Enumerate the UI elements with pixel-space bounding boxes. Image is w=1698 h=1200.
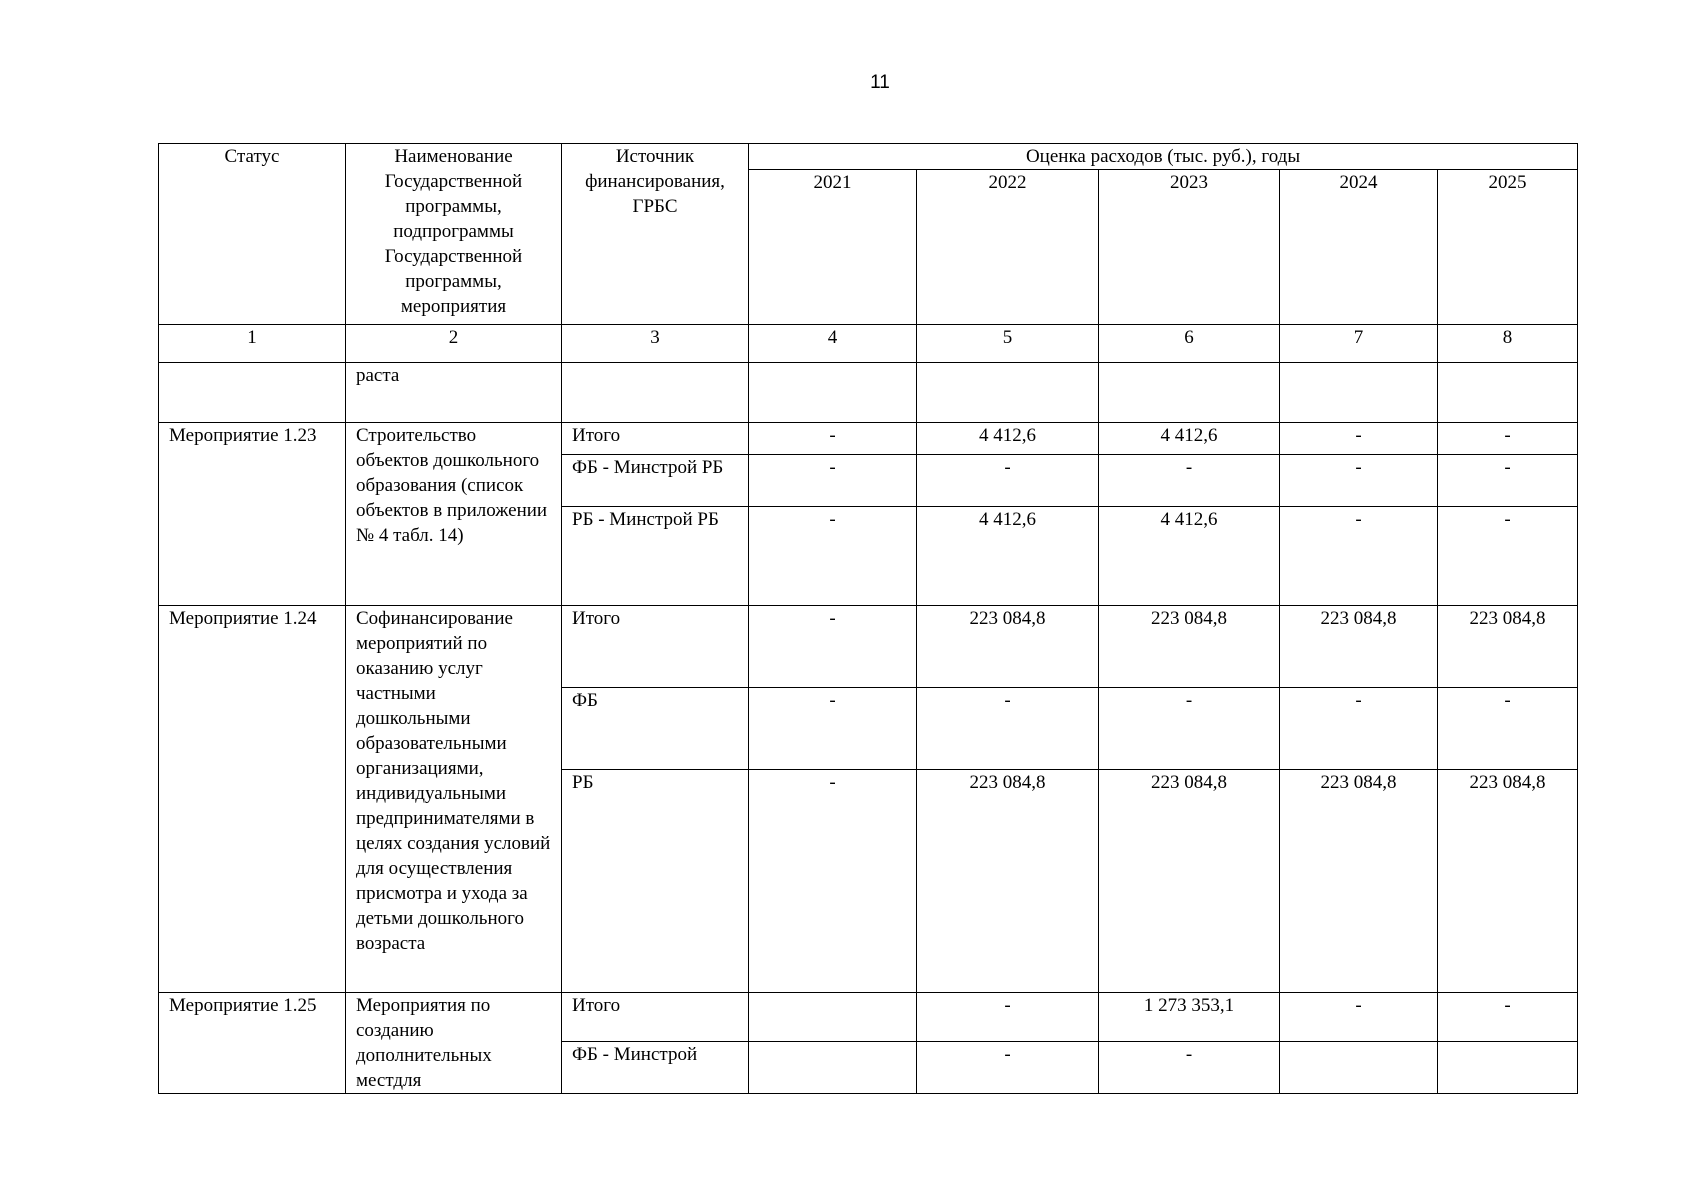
value-cell: - [917,1041,1099,1093]
value-cell: 223 084,8 [1280,606,1438,688]
value-cell: 223 084,8 [917,770,1099,993]
table-row [159,993,1578,1042]
value-cell: - [1438,423,1578,455]
source-cell: Итого [562,993,749,1042]
value-cell [1280,1041,1438,1093]
value-cell: 223 084,8 [1280,770,1438,993]
empty-cell [1099,363,1280,423]
value-cell: 4 412,6 [917,507,1099,606]
column-number: 1 [159,325,346,363]
name-cell: Строительство объектов дошкольного образования (список объектов в приложении № 4 табл. 14) [346,423,562,606]
table-row [159,423,1578,455]
header-status: Статус [159,144,346,325]
header-row [159,144,1578,170]
status-cell: Мероприятие 1.23 [159,423,346,606]
status-cell [159,363,346,423]
value-cell: - [917,688,1099,770]
source-cell: Итого [562,606,749,688]
table-row [159,606,1578,688]
empty-cell [749,363,917,423]
value-cell: - [1280,507,1438,606]
value-cell: - [917,455,1099,507]
value-cell: - [1280,423,1438,455]
source-cell: ФБ - Минстрой [562,1041,749,1093]
page-number: 11 [870,72,890,93]
value-cell: 223 084,8 [1099,770,1280,993]
header-name: Наименование Государственной программы, подпрограммы Государственной программы, мероприятия [346,144,562,325]
value-cell: - [749,770,917,993]
value-cell: 1 273 353,1 [1099,993,1280,1042]
empty-cell [917,363,1099,423]
value-cell: - [1099,455,1280,507]
value-cell: - [749,606,917,688]
value-cell: - [749,507,917,606]
source-cell: ФБ - Минстрой РБ [562,455,749,507]
header-year: 2023 [1099,170,1280,325]
value-cell: 223 084,8 [1438,770,1578,993]
header-expenses: Оценка расходов (тыс. руб.), годы [749,144,1578,170]
status-cell: Мероприятие 1.24 [159,606,346,993]
header-year: 2021 [749,170,917,325]
value-cell: 4 412,6 [1099,423,1280,455]
continuation-row [159,363,1578,423]
budget-table [158,143,1578,1094]
column-number: 4 [749,325,917,363]
value-cell: 223 084,8 [1099,606,1280,688]
column-number: 6 [1099,325,1280,363]
column-number: 2 [346,325,562,363]
value-cell: - [1438,507,1578,606]
value-cell: - [1099,1041,1280,1093]
status-cell: Мероприятие 1.25 [159,993,346,1094]
column-number: 3 [562,325,749,363]
column-number: 5 [917,325,1099,363]
source-cell: РБ [562,770,749,993]
empty-cell [1438,363,1578,423]
header-source: Источник финансирования, ГРБС [562,144,749,325]
value-cell: - [1099,688,1280,770]
name-cell: Мероприятия по созданию дополнительных местдля [346,993,562,1094]
value-cell: - [1280,455,1438,507]
column-number: 7 [1280,325,1438,363]
column-numbers-row [159,325,1578,363]
value-cell: - [1438,455,1578,507]
empty-cell [1280,363,1438,423]
value-cell: 4 412,6 [917,423,1099,455]
source-cell: Итого [562,423,749,455]
value-cell: - [1438,688,1578,770]
value-cell [1438,1041,1578,1093]
value-cell: - [749,688,917,770]
name-cell: Софинансирование мероприятий по оказанию услуг частными дошкольными образовательными организациями, индивидуальными предпринимателями в целях создания условий для осуществления присмотра и ухода за детьми дошкольного возраста [346,606,562,993]
value-cell: - [1280,688,1438,770]
header-year: 2022 [917,170,1099,325]
value-cell: 223 084,8 [1438,606,1578,688]
column-number: 8 [1438,325,1578,363]
empty-cell [562,363,749,423]
source-cell: РБ - Минстрой РБ [562,507,749,606]
value-cell: - [917,993,1099,1042]
value-cell: - [1280,993,1438,1042]
value-cell: - [749,455,917,507]
value-cell [749,993,917,1042]
name-cell: раста [346,363,562,423]
value-cell: - [1438,993,1578,1042]
value-cell [749,1041,917,1093]
value-cell: 4 412,6 [1099,507,1280,606]
value-cell: - [749,423,917,455]
source-cell: ФБ [562,688,749,770]
header-year: 2024 [1280,170,1438,325]
value-cell: 223 084,8 [917,606,1099,688]
header-year: 2025 [1438,170,1578,325]
